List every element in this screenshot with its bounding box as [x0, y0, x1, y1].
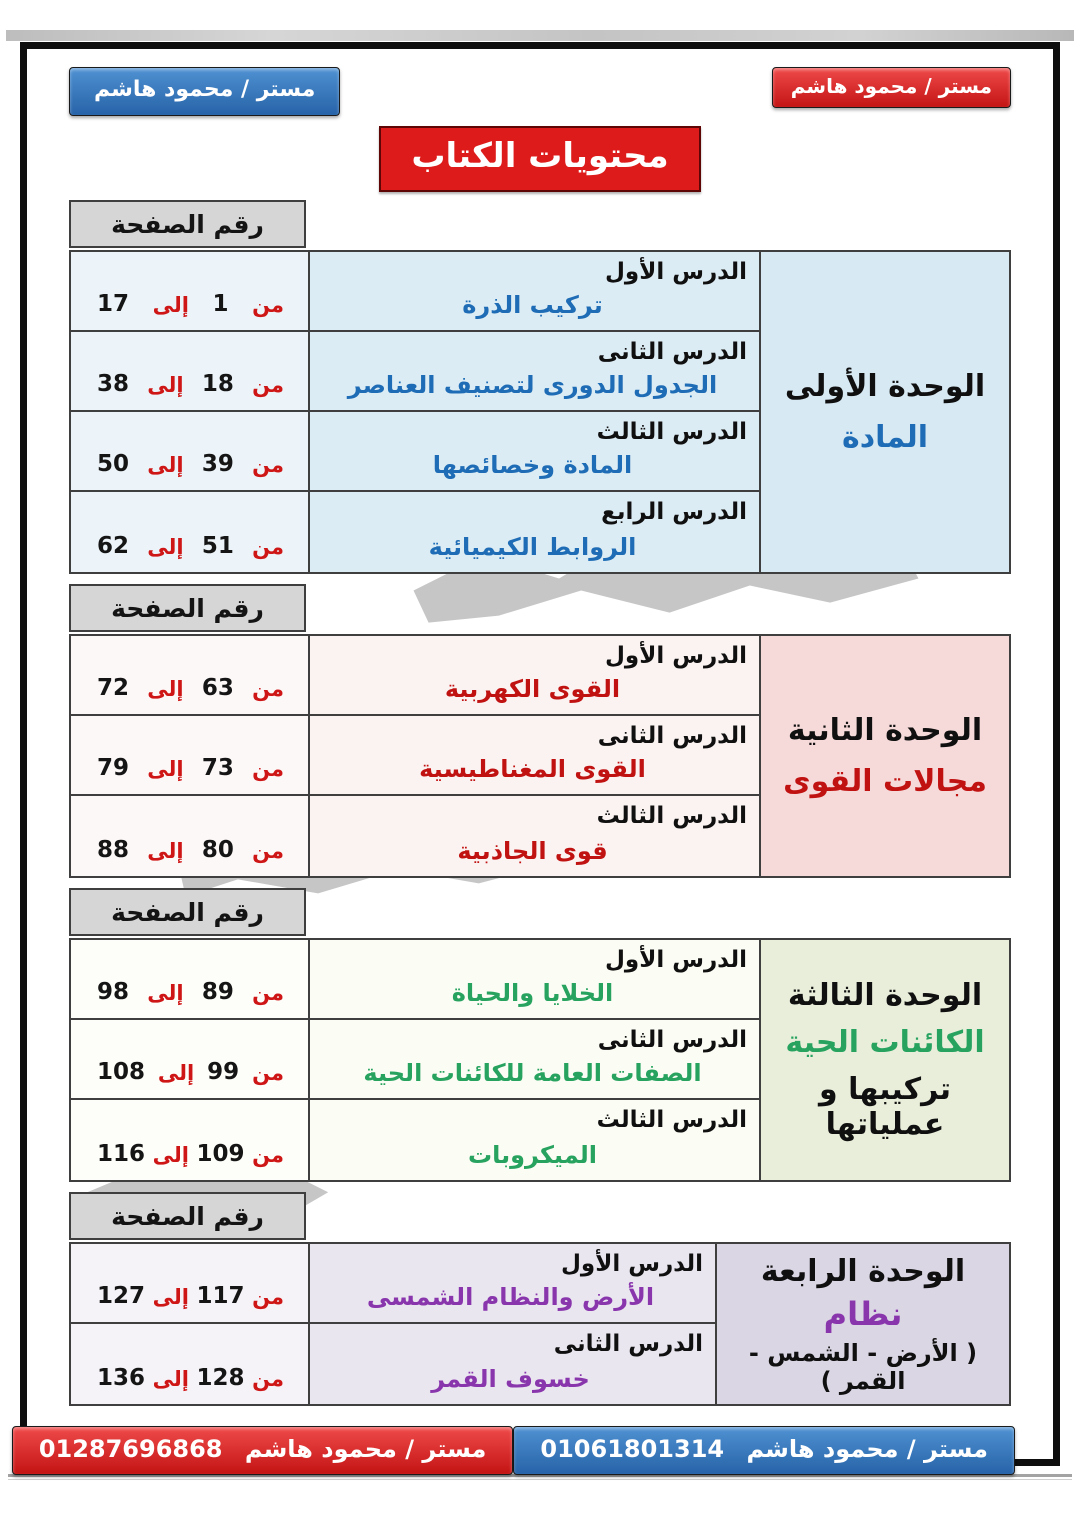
to-label: إلى: [157, 1061, 195, 1085]
lesson-cell: [308, 636, 759, 714]
lesson-row: [71, 1020, 759, 1100]
lesson-row: [71, 940, 759, 1020]
from-label: من: [252, 453, 284, 477]
lesson-cell: [308, 940, 759, 1018]
unit-3-section: [69, 888, 1011, 1182]
lesson-number-label: الدرس الأول: [604, 643, 747, 669]
unit-3-rows: [71, 940, 759, 1180]
lesson-cell: [308, 492, 759, 572]
to-page: 127: [97, 1283, 146, 1309]
teacher-badge-bottom-left: [12, 1426, 514, 1475]
lesson-row: [71, 252, 759, 332]
page-number-header: رقم الصفحة: [69, 1192, 306, 1240]
unit-topic: المادة: [841, 420, 929, 455]
lesson-cell: [308, 412, 759, 490]
phone-number: 01061801314: [540, 1435, 725, 1463]
unit-name: الوحدة الرابعة: [760, 1253, 966, 1289]
unit-1-cell: [759, 252, 1009, 572]
to-page: 72: [97, 675, 130, 701]
page-range-cell: [71, 1020, 308, 1098]
from-label: من: [252, 1061, 284, 1085]
from-label: من: [252, 677, 284, 701]
page-range-cell: [71, 412, 308, 490]
unit-3-cell: [759, 940, 1009, 1180]
to-label: إلى: [147, 535, 184, 559]
title-row: [69, 126, 1011, 192]
from-page: 128: [196, 1365, 245, 1391]
to-label: إلى: [147, 981, 184, 1005]
lesson-number-label: الدرس الثانى: [553, 1331, 703, 1357]
teacher-badge-bottom-right: [513, 1426, 1015, 1475]
unit-2-cell: [759, 636, 1009, 876]
lesson-row: [71, 1100, 759, 1180]
from-page: 63: [201, 675, 234, 701]
from-label: من: [252, 535, 284, 559]
teacher-name: مستر / محمود هاشم: [244, 1435, 487, 1463]
from-label: من: [252, 1367, 284, 1391]
page-range-cell: [71, 796, 308, 876]
lesson-row: [71, 412, 759, 492]
to-page: 50: [97, 451, 130, 477]
lesson-cell: [308, 1324, 715, 1404]
lesson-row: [71, 796, 759, 876]
unit-subtitle: ( الأرض - الشمس - القمر ): [748, 1338, 978, 1395]
lesson-row: [71, 1244, 715, 1324]
lesson-number-label: الدرس الثانى: [597, 339, 747, 365]
lesson-cell: [308, 252, 759, 330]
lesson-row: [71, 332, 759, 412]
scan-artifact-top: [6, 30, 1074, 41]
from-page: 80: [201, 837, 234, 863]
unit-subtitle: تركيبها و عملياتها: [818, 1072, 952, 1142]
lesson-number-label: الدرس الثانى: [597, 1027, 747, 1053]
to-label: إلى: [147, 677, 184, 701]
page-range-cell: [71, 492, 308, 572]
teacher-badge-top-left: مستر / محمود هاشم: [69, 67, 340, 116]
page-number-header: رقم الصفحة: [69, 200, 306, 248]
to-page: 79: [97, 755, 130, 781]
to-label: إلى: [147, 453, 184, 477]
page-number-header-row: [69, 200, 1011, 248]
unit-name: الوحدة الثانية: [787, 713, 983, 748]
from-label: من: [252, 293, 284, 317]
unit-4-section: [69, 1192, 1011, 1406]
page-number-header-row: [69, 888, 1011, 936]
lesson-cell: [308, 1020, 759, 1098]
page-number-header-row: [69, 1192, 1011, 1240]
page-range-cell: [71, 332, 308, 410]
teacher-badge-top-right: مستر / محمود هاشم: [772, 67, 1011, 108]
from-label: من: [252, 1143, 284, 1167]
from-page: 109: [196, 1141, 245, 1167]
from-label: من: [252, 981, 284, 1005]
lesson-number-label: الدرس الثانى: [597, 723, 747, 749]
lesson-title: الجدول الدورى لتصنيف العناصر: [347, 371, 718, 399]
lesson-number-label: الدرس الأول: [604, 947, 747, 973]
unit-4-cell: [715, 1244, 1009, 1404]
unit-topic: مجالات القوى: [783, 764, 987, 799]
unit-topic: الكائنات الحية: [785, 1025, 985, 1060]
unit-topic: نظام: [823, 1294, 903, 1333]
lesson-row: [71, 492, 759, 572]
unit-2-section: [69, 584, 1011, 878]
page-range-cell: [71, 1324, 308, 1404]
page-number-header-row: [69, 584, 1011, 632]
lesson-title: الميكروبات: [467, 1141, 598, 1169]
lesson-title: القوى الكهربية: [444, 675, 621, 703]
from-label: من: [252, 839, 284, 863]
lesson-title: الخلايا والحياة: [451, 979, 614, 1007]
to-label: إلى: [147, 839, 184, 863]
unit-name: الوحدة الثالثة: [787, 978, 983, 1013]
lesson-number-label: الدرس الثالث: [596, 419, 747, 445]
lesson-cell: [308, 716, 759, 794]
to-page: 62: [97, 533, 130, 559]
lesson-title: القوى المغناطيسية: [419, 755, 646, 783]
to-label: إلى: [147, 373, 184, 397]
from-page: 39: [201, 451, 234, 477]
unit-4-rows: [71, 1244, 715, 1404]
from-page: 1: [212, 291, 229, 317]
page-range-cell: [71, 1100, 308, 1180]
from-page: 51: [201, 533, 234, 559]
lesson-cell: [308, 332, 759, 410]
page-range-cell: [71, 940, 308, 1018]
page-number-header: رقم الصفحة: [69, 584, 306, 632]
from-label: من: [252, 373, 284, 397]
unit-3-table: [69, 938, 1011, 1182]
to-label: إلى: [152, 1143, 189, 1167]
page-content: [27, 49, 1053, 1463]
lesson-row: [71, 636, 759, 716]
phone-number: 01287696868: [38, 1435, 223, 1463]
unit-2-table: [69, 634, 1011, 878]
unit-2-rows: [71, 636, 759, 876]
from-page: 73: [201, 755, 234, 781]
lesson-number-label: الدرس الثالث: [596, 803, 747, 829]
page-range-cell: [71, 252, 308, 330]
from-page: 89: [201, 979, 234, 1005]
lesson-title: الصفات العامة للكائنات الحية: [363, 1059, 702, 1087]
unit-1-rows: [71, 252, 759, 572]
top-badges-row: [69, 67, 1011, 116]
to-label: إلى: [152, 1285, 189, 1309]
to-page: 116: [97, 1141, 146, 1167]
from-label: من: [252, 1285, 284, 1309]
unit-1-table: [69, 250, 1011, 574]
lesson-title: خسوف القمر: [431, 1365, 590, 1393]
to-page: 38: [97, 371, 130, 397]
lesson-title: قوى الجاذبية: [457, 837, 608, 865]
footer-badges-row: [38, 1426, 1015, 1475]
to-page: 17: [97, 291, 130, 317]
lesson-row: [71, 1324, 715, 1404]
from-page: 99: [207, 1059, 240, 1085]
lesson-title: تركيب الذرة: [462, 291, 603, 319]
to-page: 98: [97, 979, 130, 1005]
page-number-header: رقم الصفحة: [69, 888, 306, 936]
to-page: 108: [97, 1059, 146, 1085]
lesson-number-label: الدرس الأول: [560, 1251, 703, 1277]
lesson-cell: [308, 1100, 759, 1180]
unit-4-table: [69, 1242, 1011, 1406]
from-page: 117: [196, 1283, 245, 1309]
from-page: 18: [201, 371, 234, 397]
to-page: 88: [97, 837, 130, 863]
page-range-cell: [71, 1244, 308, 1322]
page-frame: [20, 42, 1060, 1466]
page-range-cell: [71, 636, 308, 714]
lesson-number-label: الدرس الرابع: [601, 499, 747, 525]
lesson-number-label: الدرس الثالث: [596, 1107, 747, 1133]
lesson-title: المادة وخصائصها: [432, 451, 633, 479]
lesson-number-label: الدرس الأول: [604, 259, 747, 285]
lesson-cell: [308, 1244, 715, 1322]
lesson-title: الروابط الكيميائية: [428, 533, 637, 561]
to-page: 136: [97, 1365, 146, 1391]
to-label: إلى: [152, 1367, 189, 1391]
page-range-cell: [71, 716, 308, 794]
lesson-title: الأرض والنظام الشمسى: [366, 1283, 655, 1311]
book-contents-title: محتويات الكتاب: [379, 126, 700, 192]
unit-1-section: [69, 200, 1011, 574]
from-label: من: [252, 757, 284, 781]
to-label: إلى: [152, 293, 189, 317]
to-label: إلى: [147, 757, 184, 781]
lesson-cell: [308, 796, 759, 876]
lesson-row: [71, 716, 759, 796]
unit-name: الوحدة الأولى: [784, 369, 986, 404]
teacher-name: مستر / محمود هاشم: [746, 1435, 988, 1463]
